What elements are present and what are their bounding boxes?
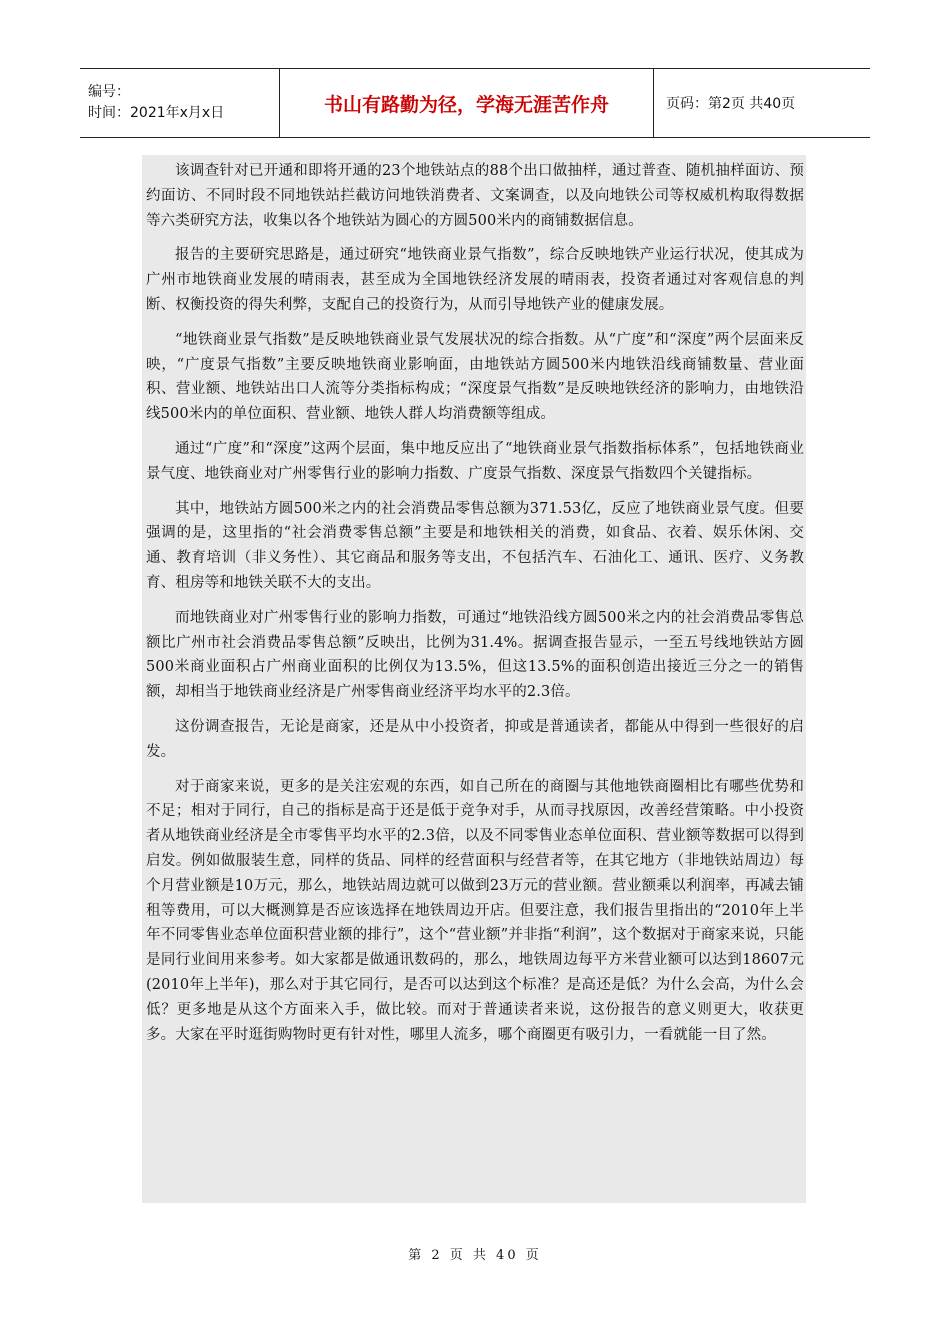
footer-page-number: 第 2 页 共 40 页: [408, 1248, 542, 1263]
paragraph: 而地铁商业对广州零售行业的影响力指数，可通过“地铁沿线方圆500米之内的社会消费品零售总额比广州市社会消费品零售总额”反映出，比例为31.4%。据调查报告显示，一至五号线地铁站方圆500米商业面积占广州商业面积的比例仅为13.5%，但这13.5%的面积创造出接近三分之一的销售额，却相当于地铁商业经济是广州零售商业经济平均水平的2.3倍。: [146, 609, 804, 701]
document-date-label: 时间：2021年x月x日: [88, 105, 225, 121]
paragraph: 其中，地铁站方圆500米之内的社会消费品零售总额为371.53亿，反应了地铁商业景气度。但要强调的是，这里指的“社会消费零售总额”主要是和地铁相关的消费，如食品、衣着、娱乐休闲、交通、教育培训（非义务性）、其它商品和服务等支出，不包括汽车、石油化工、通讯、医疗、义务教育、租房等和地铁关联不大的支出。: [146, 500, 804, 591]
paragraph: 这份调查报告，无论是商家，还是从中小投资者，抑或是普通读者，都能从中得到一些很好的启发。: [146, 718, 804, 760]
motto-text: 书山有路勤为径，学海无涯苦作舟: [323, 93, 609, 116]
paragraph: 该调查针对已开通和即将开通的23个地铁站点的88个出口做抽样，通过普查、随机抽样面访、预约面访、不同时段不同地铁站拦截访问地铁消费者、文案调查，以及向地铁公司等权威机构取得数据等六类研究方法，收集以各个地铁站为圆心的方圆500米内的商铺数据信息。: [146, 163, 804, 229]
header-meta: [80, 69, 280, 137]
paragraph: 对于商家来说，更多的是关注宏观的东西，如自己所在的商圈与其他地铁商圈相比有哪些优势和不足；相对于同行，自己的指标是高于还是低于竞争对手，从而寻找原因，改善经营策略。中小投资者从地铁商业经济是全市零售平均水平的2.3倍，以及不同零售业态单位面积、营业额等数据可以得到启发。例如做服装生意，同样的货品、同样的经营面积与经营者等，在其它地方（非地铁站周边）每个月营业额是10万元，那么，地铁站周边就可以做到23万元的营业额。营业额乘以利润率，再减去铺租等费用，可以大概测算是否应该选择在地铁周边开店。但要注意，我们报告里指出的“2010年上半年不同零售业态单位面积营业额的排行”，这个“营业额”并非指“利润”，这个数据对于商家来说，只能是同行业间用来参考。如大家都是做通讯数码的，那么，地铁周边每平方米营业额可以达到18607元(2010年上半年)，那么对于其它同行，是否可以达到这个标准？是高还是低？为什么会高，为什么会低？更多地是从这个方面来入手，做比较。而对于普通读者来说，这份报告的意义则更大，收获更多。大家在平时逛街购物时更有针对性，哪里人流多，哪个商圈更有吸引力，一看就能一目了然。: [146, 778, 804, 1043]
page-info-text: 页码：第2页 共40页: [666, 96, 796, 112]
header-page-info: [654, 69, 870, 137]
paragraph: 通过“广度”和“深度”这两个层面，集中地反应出了“地铁商业景气指数指标体系”，包括地铁商业景气度、地铁商业对广州零售行业的影响力指数、广度景气指数、深度景气指数四个关键指标。: [146, 440, 804, 482]
paragraph: 报告的主要研究思路是，通过研究“地铁商业景气指数”，综合反映地铁产业运行状况，使其成为广州市地铁商业发展的晴雨表，甚至成为全国地铁经济发展的晴雨表，投资者通过对客观信息的判断、权衡投资的得失利弊，支配自己的投资行为，从而引导地铁产业的健康发展。: [146, 247, 804, 313]
document-number-label: 编号：: [88, 84, 130, 100]
document-body: [142, 155, 806, 1203]
page-footer: [0, 1244, 950, 1263]
header-motto: [280, 69, 654, 137]
paragraph: “地铁商业景气指数”是反映地铁商业景气发展状况的综合指数。从“广度”和“深度”两个层面来反映，“广度景气指数”主要反映地铁商业影响面，由地铁站方圆500米内地铁沿线商铺数量、营业面积、营业额、地铁站出口人流等分类指标构成；“深度景气指数”是反映地铁经济的影响力，由地铁沿线500米内的单位面积、营业额、地铁人群人均消费额等组成。: [146, 331, 804, 423]
page-header: [80, 68, 870, 138]
